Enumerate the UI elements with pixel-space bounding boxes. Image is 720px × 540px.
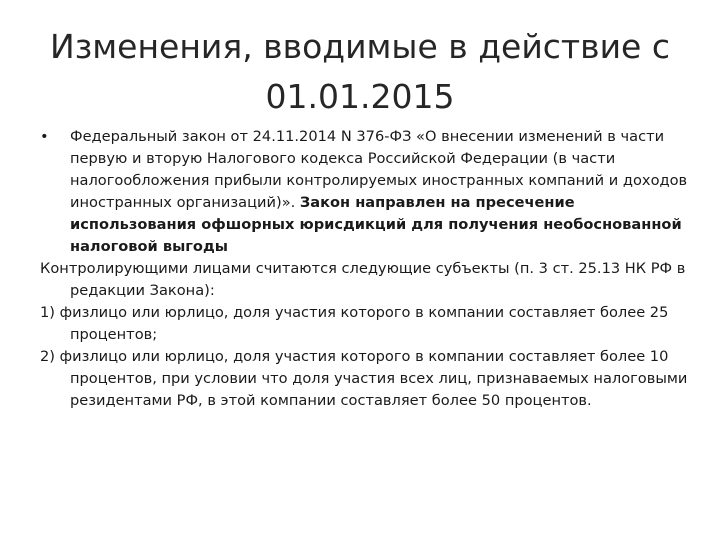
bullet-item-federal-law <box>40 126 688 258</box>
paragraph-controlling-persons: Контролирующими лицами считаются следующие субъекты (п. 3 ст. 25.13 НК РФ в редакции Закона): <box>40 260 686 299</box>
bullet-text-regular: Федеральный закон от 24.11.2014 N 376-ФЗ «О внесении изменений в части первую и вторую Налогового кодекса Российской Федерации (в части налогообложения прибыли контролируемых иностранных компаний и доходов иностранных организаций)». <box>70 128 688 211</box>
paragraph-item-2: 2) физлицо или юрлицо, доля участия которого в компании составляет более 10 процентов, при условии что доля участия всех лиц, признаваемых налоговыми резидентами РФ, в этой компании составляет более 50 процентов. <box>40 348 688 409</box>
bullet-marker: • <box>40 128 49 145</box>
slide-title-line-2: 01.01.2015 <box>265 77 455 116</box>
slide-title-line-1: Изменения, вводимые в действие с <box>50 27 670 66</box>
bullet-text-bold: Закон направлен на пресечение использования офшорных юрисдикций для получения необоснованной налоговой выгоды <box>70 194 682 255</box>
slide-title <box>40 22 680 122</box>
slide-body <box>40 126 688 412</box>
paragraph-item-1: 1) физлицо или юрлицо, доля участия которого в компании составляет более 25 процентов; <box>40 304 669 343</box>
